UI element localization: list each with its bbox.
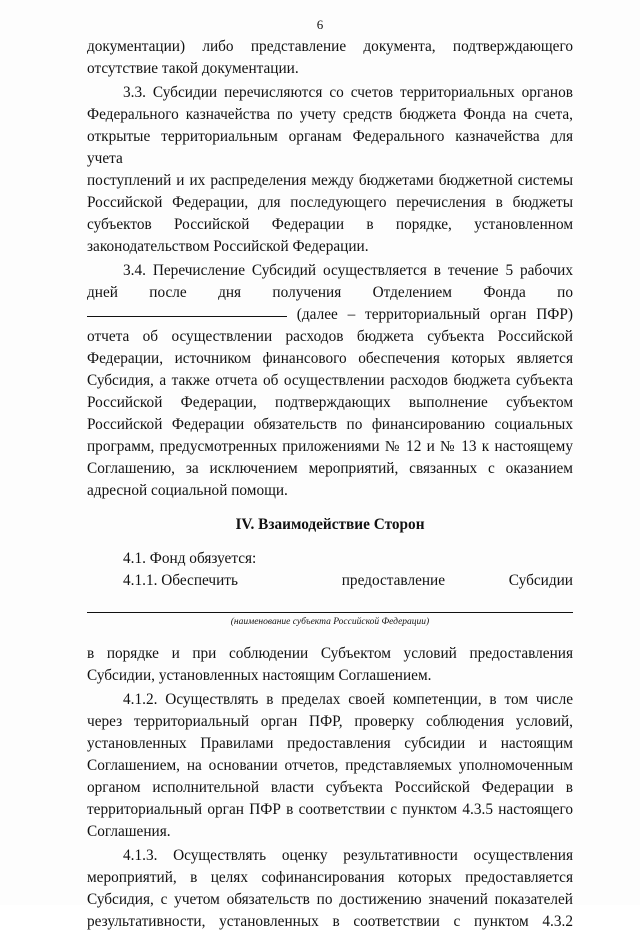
text-line: 4.1.3. Осуществлять оценку результативности осуществления [123,847,573,864]
text-line: адресной социальной помощи. [87,482,288,499]
text-line: отсутствие такой документации. [87,60,299,77]
text-line: Федерального казначейства по учету средств бюджета Фонда на счета, [87,106,573,123]
text-line-with-blank [87,304,573,326]
text-line: дней после дня получения Отделением Фонда по [87,284,573,301]
text-line: Соглашению, за исключением мероприятий, связанных с оказанием [87,460,573,477]
text-line: программ, предусмотренных приложениями № 12 и № 13 к настоящему [87,438,573,455]
document-body [87,36,573,933]
text-line: документации) либо представление документа, подтверждающего [87,38,573,55]
text-line: открытые территориальным органам Федерального казначейства для учета [87,128,573,167]
text-span: 4.1.1. Обеспечить [123,572,238,589]
text-line: Соглашения. [87,823,171,840]
text-line: результативности, установленных в соответствии с пунктом 4.3.2 [87,913,573,930]
text-line: территориальный орган ПФР в соответствии с пунктом 4.3.5 настоящего [87,801,573,818]
text-line: Федерации, источником финансового обеспечения которых является [87,350,573,367]
text-line: поступлений и их распределения между бюджетами бюджетной системы [87,172,573,189]
text-line: в порядке и при соблюдении Субъектом условий предоставления [87,645,573,662]
text-line: Российской Федерации обязательств по финансированию социальных [87,416,573,433]
text-line: 3.3. Субсидии перечисляются со счетов территориальных органов [123,84,573,101]
section-title: IV. Взаимодействие Сторон [235,516,425,533]
text-line-spaced [87,570,573,592]
text-line: законодательством Российской Федерации. [87,238,369,255]
text-line: органом исполнительной власти субъекта Российской Федерации в [87,779,573,796]
text-line: Российской Федерации, подтверждающих выполнение субъектом [87,394,573,411]
fill-in-blank [87,315,287,317]
text-line: отчета об осуществлении расходов бюджета субъекта Российской [87,328,573,345]
text-line: Соглашением, на основании отчетов, представляемых уполномоченным [87,757,573,774]
text-line: Субсидия, с учетом обязательств по достижению значений показателей [87,891,573,908]
text-line: 4.1. Фонд обязуется: [123,550,257,567]
text-line: Российской Федерации, для последующего перечисления в бюджеты [87,194,573,211]
text-span: Субсидии [508,572,573,589]
text-span: (далее – территориальный орган ПФР) [296,306,573,323]
text-line: мероприятий, в целях софинансирования которых предоставляется [87,869,573,886]
text-span: предоставление [341,572,446,589]
subject-name-blank [87,612,573,613]
blank-caption: (наименование субъекта Российской Федерации) [230,617,430,627]
text-line: 3.4. Перечисление Субсидий осуществляется в течение 5 рабочих [123,262,573,279]
text-line: через территориальный орган ПФР, проверку соблюдения условий, [87,713,573,730]
page-number: 6 [316,17,324,32]
text-line: 4.1.2. Осуществлять в пределах своей компетенции, в том числе [123,691,573,708]
text-line: установленных Правилами предоставления субсидии и настоящим [87,735,573,752]
text-line: Субсидия, а также отчета об осуществлении расходов бюджета субъекта [87,372,573,389]
text-line: субъектов Российской Федерации в порядке, установленном [87,216,573,233]
text-line: Субсидии, установленных настоящим Соглашением. [87,667,432,684]
